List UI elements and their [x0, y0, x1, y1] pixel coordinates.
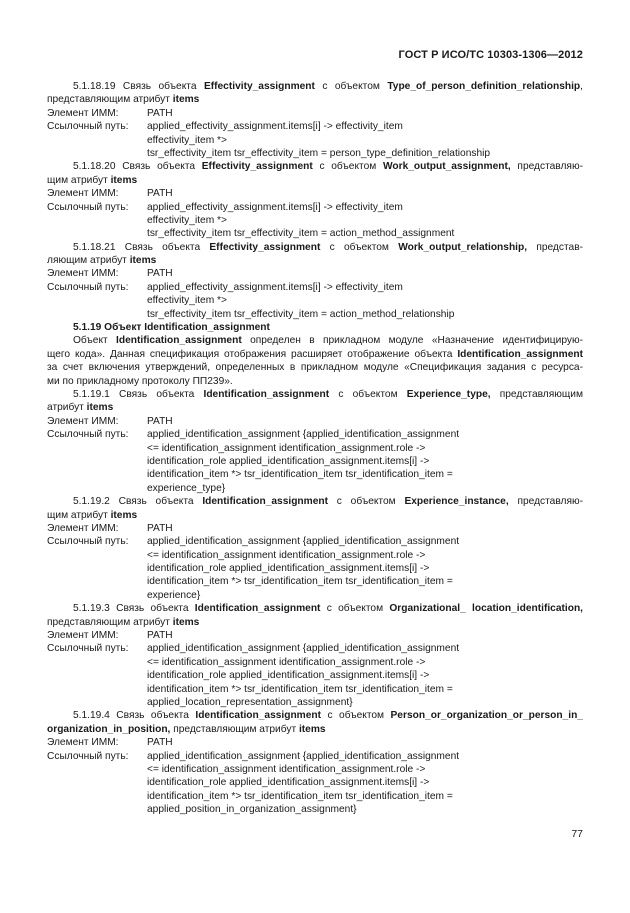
clause-5-1-18-19 — [47, 80, 583, 160]
element-row: Элемент ИММ: PATH — [47, 630, 173, 642]
element-row: Элемент ИММ: PATH — [47, 415, 173, 427]
ref-path-line: identification_role applied_identification_assignment.items[i] -> — [147, 777, 430, 789]
clause-heading: 5.1.18.20 Связь объекта Effectivity_assignment с объектом Work_output_assignment, представляю- — [73, 161, 583, 173]
ref-path-row: Ссылочный путь: applied_identification_assignment {applied_identification_assignment — [47, 643, 460, 655]
section-paragraph-line: Объект Identification_assignment определен в прикладном модуле «Назначение идентифицирую- — [73, 335, 583, 347]
ref-path-line: <= identification_assignment identification_assignment.role -> — [147, 549, 426, 561]
ref-path-line: experience_type} — [147, 482, 226, 494]
ref-path-row: Ссылочный путь: applied_effectivity_assignment.items[i] -> effectivity_item — [47, 201, 403, 213]
page-number: 77 — [571, 828, 583, 840]
ref-path-row: Ссылочный путь: applied_identification_assignment {applied_identification_assignment — [47, 536, 460, 548]
ref-path-line: identification_role applied_identification_assignment.items[i] -> — [147, 563, 430, 575]
ref-path-line: experience} — [147, 589, 201, 601]
clause-5-1-19-2 — [47, 495, 583, 602]
clause-heading: 5.1.19.1 Связь объекта Identification_assignment с объектом Experience_type, представляющим — [73, 388, 583, 400]
clause-5-1-19-3 — [47, 602, 583, 709]
element-row: Элемент ИММ: PATH — [47, 522, 173, 534]
clause-5-1-18-20 — [47, 160, 583, 240]
clause-heading-cont: представляющим атрибут items — [47, 616, 200, 628]
ref-path-line: effectivity_item *> — [147, 295, 227, 307]
element-row: Элемент ИММ: PATH — [47, 268, 173, 280]
section-paragraph-line: за счет включения утверждений, определенных в прикладном модуле «Спецификация задания с ресурса- — [47, 362, 583, 374]
section-heading: 5.1.19 Объект Identification_assignment — [73, 322, 270, 334]
ref-path-line: identification_item *> tsr_identification_item tsr_identification_item = — [147, 790, 453, 802]
clause-heading: 5.1.18.21 Связь объекта Effectivity_assignment с объектом Work_output_relationship, представ- — [73, 241, 583, 253]
ref-path-line: tsr_effectivity_item tsr_effectivity_item = action_method_relationship — [147, 308, 455, 320]
ref-path-line: tsr_effectivity_item tsr_effectivity_item = action_method_assignment — [147, 228, 455, 240]
section-5-1-19 — [47, 321, 583, 388]
clause-5-1-19-4 — [47, 709, 583, 816]
ref-path-line: identification_item *> tsr_identification_item tsr_identification_item = — [147, 576, 453, 588]
clause-heading: 5.1.18.19 Связь объекта Effectivity_assignment с объектом Type_of_person_definition_relationship, — [73, 81, 583, 92]
ref-path-line: <= identification_assignment identification_assignment.role -> — [147, 442, 426, 454]
ref-path-line: <= identification_assignment identification_assignment.role -> — [147, 656, 426, 668]
element-row: Элемент ИММ: PATH — [47, 737, 173, 749]
section-paragraph-line: ми по прикладному протоколу ПП239». — [47, 375, 233, 387]
ref-path-line: identification_role applied_identification_assignment.items[i] -> — [147, 670, 430, 682]
clause-heading-cont: представляющим атрибут items — [47, 94, 200, 106]
ref-path-line: identification_item *> tsr_identification_item tsr_identification_item = — [147, 683, 453, 695]
clause-heading-cont: ляющим атрибут items — [47, 255, 157, 267]
ref-path-line: applied_location_representation_assignment} — [147, 696, 353, 708]
clause-heading-cont: organization_in_position, представляющим атрибут items — [47, 723, 326, 735]
clause-heading: 5.1.19.4 Связь объекта Identification_assignment с объектом Person_or_organization_or_person_in_ — [73, 710, 583, 722]
ref-path-row: Ссылочный путь: applied_effectivity_assignment.items[i] -> effectivity_item — [47, 281, 403, 293]
standard-header: ГОСТ Р ИСО/ТС 10303-1306—2012 — [398, 49, 583, 61]
clause-5-1-18-21 — [47, 241, 583, 321]
clause-heading: 5.1.19.2 Связь объекта Identification_assignment с объектом Experience_instance, представляю- — [73, 496, 583, 508]
clause-heading-cont: атрибут items — [47, 402, 114, 414]
clause-5-1-19-1 — [47, 388, 583, 495]
element-row: Элемент ИММ: PATH — [47, 107, 173, 119]
ref-path-row: Ссылочный путь: applied_identification_assignment {applied_identification_assignment — [47, 429, 460, 441]
ref-path-line: <= identification_assignment identification_assignment.role -> — [147, 763, 426, 775]
clause-heading-cont: щим атрибут items — [47, 509, 138, 521]
ref-path-line: effectivity_item *> — [147, 214, 227, 226]
element-row: Элемент ИММ: PATH — [47, 188, 173, 200]
ref-path-line: tsr_effectivity_item tsr_effectivity_item = person_type_definition_relationship — [147, 147, 491, 159]
ref-path-line: effectivity_item *> — [147, 134, 227, 146]
ref-path-line: applied_position_in_organization_assignment} — [147, 804, 357, 816]
clause-heading: 5.1.19.3 Связь объекта Identification_assignment с объектом Organizational_ location_identification, — [73, 603, 583, 615]
clause-heading-cont: щим атрибут items — [47, 174, 138, 186]
ref-path-line: identification_role applied_identification_assignment.items[i] -> — [147, 455, 430, 467]
ref-path-row: Ссылочный путь: applied_identification_assignment {applied_identification_assignment — [47, 750, 460, 762]
ref-path-line: identification_item *> tsr_identification_item tsr_identification_item = — [147, 469, 453, 481]
section-paragraph-line: щего кода». Данная спецификация отображения расширяет отображение объекта Identification_assignment — [47, 348, 583, 360]
page-content — [47, 80, 583, 816]
ref-path-row: Ссылочный путь: applied_effectivity_assignment.items[i] -> effectivity_item — [47, 121, 403, 133]
